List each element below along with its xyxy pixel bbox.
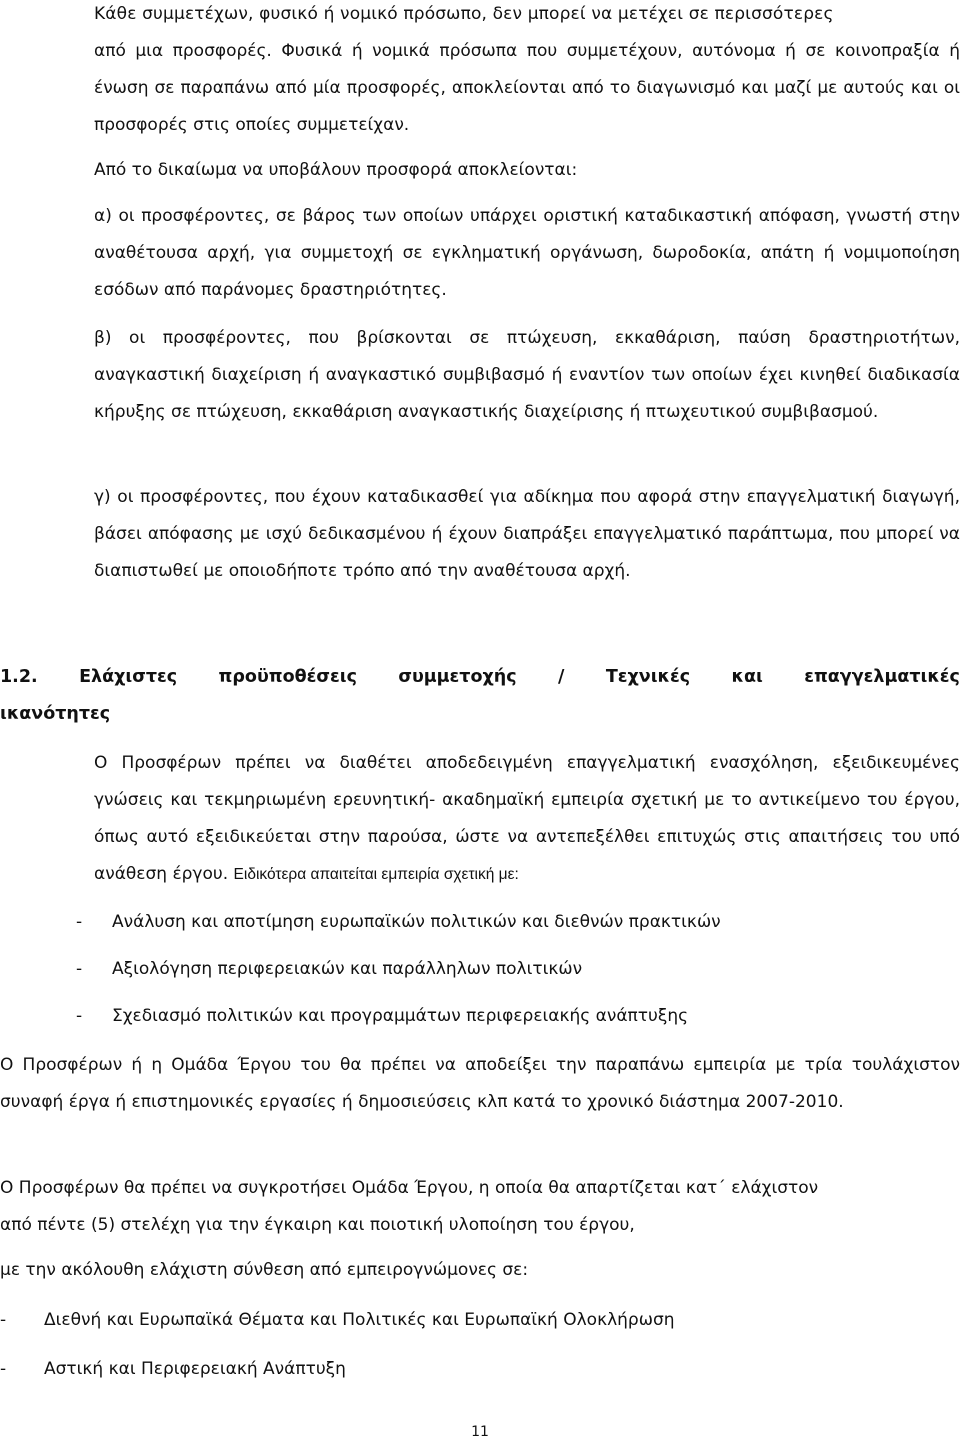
requirements-tail: Ειδικότερα απαιτείται εμπειρία σχετική με: [233, 866, 519, 883]
section-heading [0, 659, 960, 733]
page-number: 11 [471, 1424, 489, 1440]
team-composition-line-3: με την ακόλουθη ελάχιστη σύνθεση από εμπειρογνώμονες σε: [0, 1260, 529, 1280]
section-title-word: επαγγελματικές [804, 667, 960, 687]
exclusion-item-a [94, 198, 960, 309]
exclusion-item-c [94, 479, 960, 590]
dash-bullet: - [76, 959, 83, 979]
exclusion-intro: Από το δικαίωμα να υποβάλουν προσφορά αποκλείονται: [94, 160, 578, 180]
list-item-text: Αξιολόγηση περιφερειακών και παράλληλων πολιτικών [112, 959, 583, 979]
list-item-text: Αστική και Περιφερειακή Ανάπτυξη [44, 1359, 346, 1379]
intro-text: από μια προσφορές. Φυσικά ή νομικά πρόσωπα που συμμετέχουν, αυτόνομα ή σε κοινοπραξία ή ένωση σε παραπάνω από μία προσφορές, αποκλείονται από το διαγωνισμό και μαζί με αυτούς και οι προσφορές στις οποίες συμμετείχαν. [94, 41, 960, 135]
requirements-text: Ο Προσφέρων πρέπει να διαθέτει αποδεδειγμένη επαγγελματική ενασχόληση, εξειδικευμένες γνώσεις και τεκμηριωμένη ερευνητική- ακαδημαϊκή εμπειρία σχετική με το αντικείμενο του έργου, όπως αυτό εξειδικεύεται στην παρούσα, ώστε να αντεπεξέλθει επιτυχώς στις απαιτήσεις του υπό ανάθεση έργου. [94, 753, 960, 884]
list-item-text: Ανάλυση και αποτίμηση ευρωπαϊκών πολιτικών και διεθνών πρακτικών [112, 912, 721, 932]
list-item [0, 1302, 675, 1339]
section-title-line-2: ικανότητες [0, 704, 111, 724]
dash-bullet: - [76, 912, 83, 932]
exclusion-text: β) οι προσφέροντες, που βρίσκονται σε πτώχευση, εκκαθάριση, παύση δραστηριοτήτων, αναγκαστική διαχείριση ή αναγκαστικό συμβιβασμό ή εναντίον των οποίων έχει κινηθεί διαδικασία κήρυξης σε πτώχευση, εκκαθάριση αναγκαστικής διαχείρισης ή πτωχευτικού συμβιβασμού. [94, 328, 960, 422]
section-number: 1.2. [0, 667, 38, 687]
exclusion-text: γ) οι προσφέροντες, που έχουν καταδικασθεί για αδίκημα που αφορά στην επαγγελματική διαγωγή, βάσει απόφασης με ισχύ δεδικασμένου ή έχουν διαπράξει επαγγελματικό παράπτωμα, που μπορεί να διαπιστωθεί με οποιοδήποτε τρόπο από την αναθέτουσα αρχή. [94, 487, 960, 581]
dash-bullet: - [76, 1006, 83, 1026]
dash-bullet: - [0, 1359, 7, 1379]
section-title-word: συμμετοχής [398, 667, 517, 687]
list-item-text: Σχεδιασμό πολιτικών και προγραμμάτων περιφερειακής ανάπτυξης [112, 1006, 689, 1026]
list-item-text: Διεθνή και Ευρωπαϊκά Θέματα και Πολιτικές και Ευρωπαϊκή Ολοκλήρωση [44, 1310, 675, 1330]
expert-list [0, 1302, 675, 1388]
section-title-word: και [731, 667, 763, 687]
exclusion-item-b [94, 320, 960, 431]
team-experience-text: Ο Προσφέρων ή η Ομάδα Έργου του θα πρέπει να αποδείξει την παραπάνω εμπειρία με τρία τουλάχιστον συναφή έργα ή επιστημονικές εργασίες ή δημοσιεύσεις κλπ κατά το χρονικό διάστημα 2007-2010. [0, 1055, 960, 1112]
intro-line-1: Κάθε συμμετέχων, φυσικό ή νομικό πρόσωπο, δεν μπορεί να μετέχει σε περισσότερες [94, 4, 834, 24]
exclusion-text: α) οι προσφέροντες, σε βάρος των οποίων υπάρχει οριστική καταδικαστική απόφαση, γνωστή στην αναθέτουσα αρχή, για συμμετοχή σε εγκληματική οργάνωση, δωροδοκία, απάτη ή νομιμοποίηση εσόδων από παράνομες δραστηριότητες. [94, 206, 960, 300]
list-item [76, 998, 721, 1035]
requirements-paragraph [94, 745, 960, 893]
list-item [0, 1351, 675, 1388]
dash-bullet: - [0, 1310, 7, 1330]
team-composition-line-2: από πέντε (5) στελέχη για την έγκαιρη και ποιοτική υλοποίηση του έργου, [0, 1215, 635, 1235]
list-item [76, 904, 721, 941]
team-composition-paragraph [0, 1170, 960, 1289]
section-title-word: Ελάχιστες [79, 667, 178, 687]
intro-paragraph [94, 0, 960, 144]
section-title-word: / [558, 667, 565, 687]
section-title-word: προϋποθέσεις [218, 667, 357, 687]
team-experience-paragraph [0, 1047, 960, 1121]
list-item [76, 951, 721, 988]
experience-list [76, 904, 721, 1035]
section-title-word: Τεχνικές [605, 667, 691, 687]
team-composition-line-1: Ο Προσφέρων θα πρέπει να συγκροτήσει Ομάδα Έργου, η οποία θα απαρτίζεται κατ΄ ελάχιστον [0, 1178, 819, 1198]
